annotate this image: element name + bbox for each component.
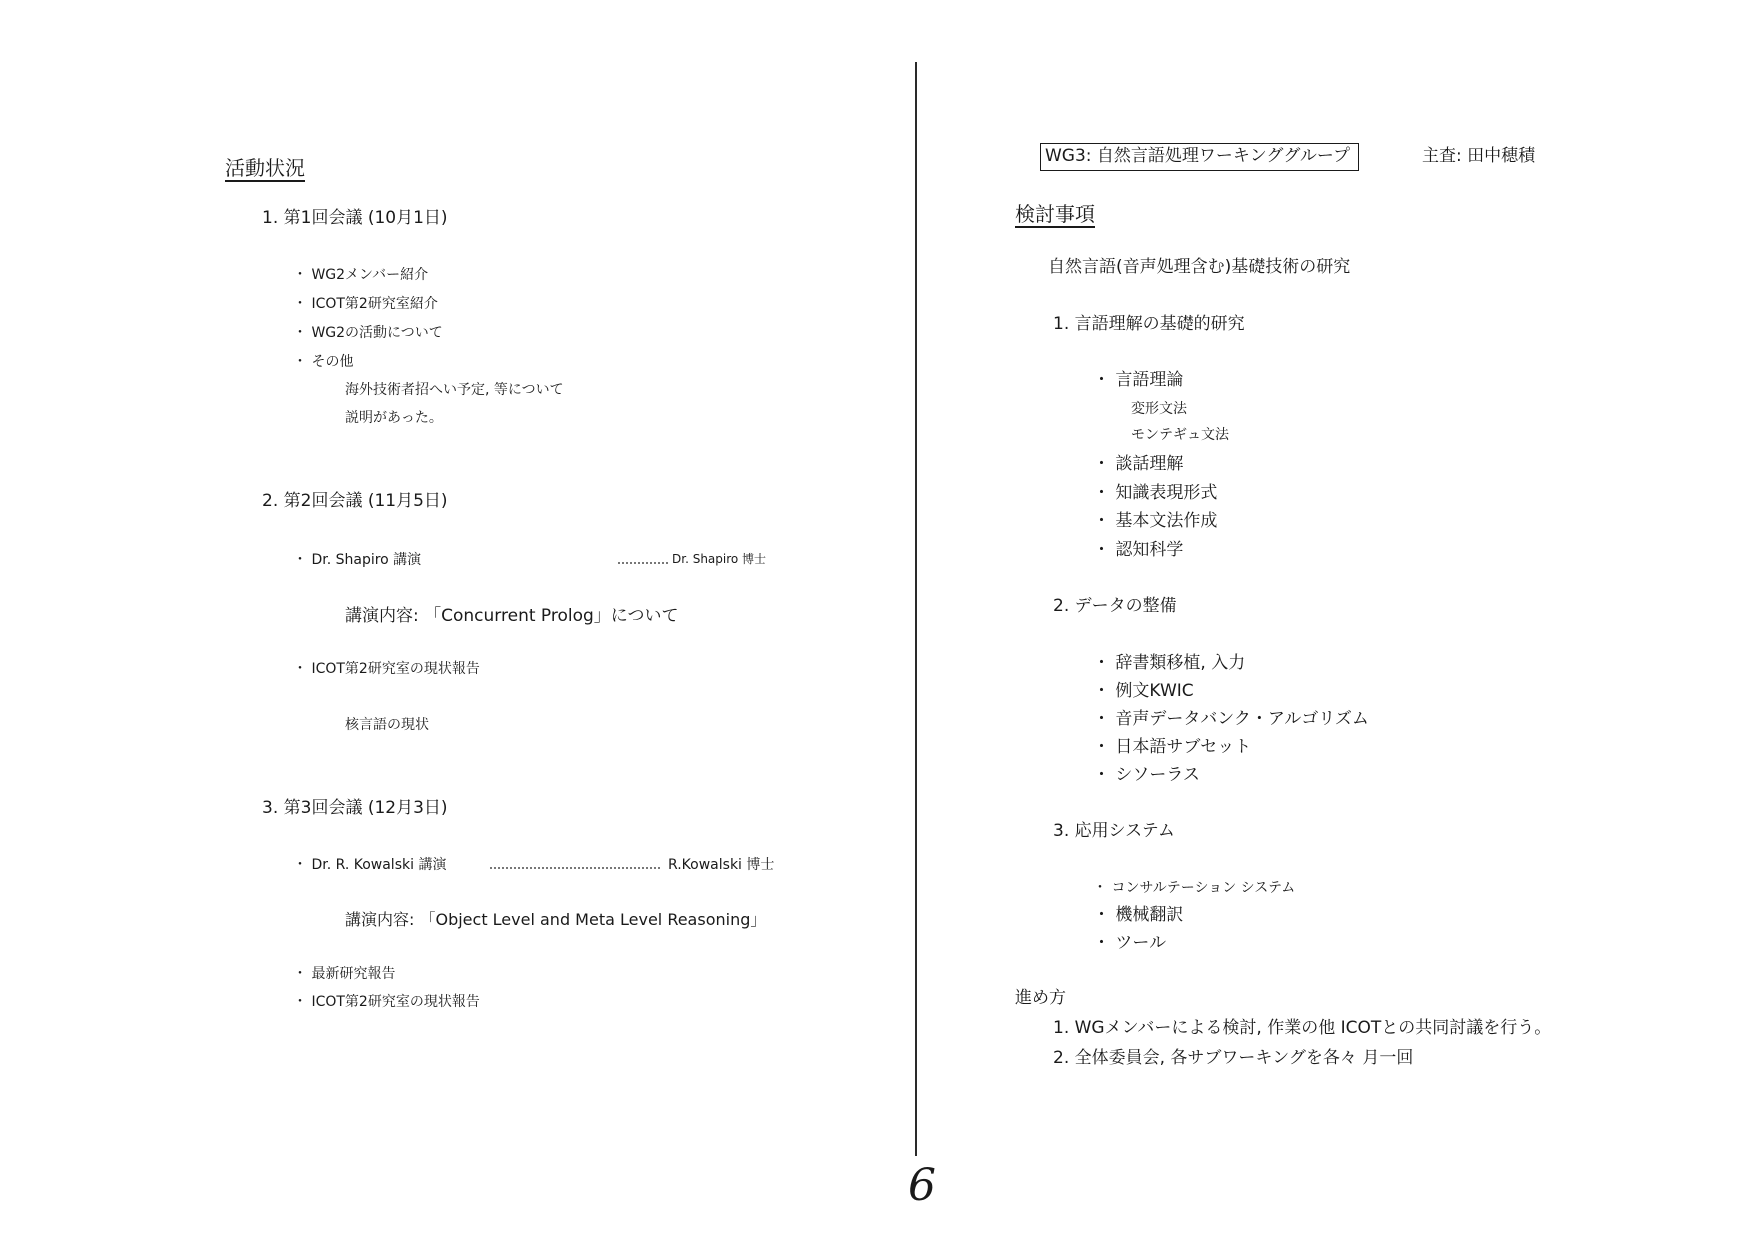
meeting2-lecture: ・ Dr. Shapiro 講演 xyxy=(293,552,422,568)
meeting3-heading: 3. 第3回会議 (12月3日) xyxy=(262,798,448,818)
sec1-subitem: モンテギュ文法 xyxy=(1131,427,1229,443)
sec1-subitem: 変形文法 xyxy=(1131,401,1187,417)
sec3-heading: 3. 応用システム xyxy=(1053,821,1175,841)
topics-heading: 検討事項 xyxy=(1015,202,1095,226)
meeting3-lecture: ・ Dr. R. Kowalski 講演 xyxy=(293,857,447,873)
sec1-item: ・ 言語理論 xyxy=(1093,370,1184,390)
activity-status-title: 活動状況 xyxy=(225,156,305,180)
meeting2-heading: 2. 第2回会議 (11月5日) xyxy=(262,491,448,511)
meeting1-item: ・ ICOT第2研究室紹介 xyxy=(293,296,438,312)
sec2-heading: 2. データの整備 xyxy=(1053,596,1177,616)
sec3-item: ・ ツール xyxy=(1093,933,1167,953)
meeting1-item: ・ その他 xyxy=(293,354,354,370)
sec2-item: ・ シソーラス xyxy=(1093,765,1200,785)
meeting3-content: 講演内容: 「Object Level and Meta Level Reasoning」 xyxy=(345,910,767,929)
meeting3-speaker: R.Kowalski 博士 xyxy=(668,857,775,873)
sec1-item: ・ 談話理解 xyxy=(1093,454,1184,474)
meeting3-item: ・ 最新研究報告 xyxy=(293,966,396,982)
meeting2-report: ・ ICOT第2研究室の現状報告 xyxy=(293,661,480,677)
sec1-item: ・ 基本文法作成 xyxy=(1093,511,1218,531)
meeting1-heading: 1. 第1回会議 (10月1日) xyxy=(262,208,448,228)
meeting2-content: 講演内容: 「Concurrent Prolog」について xyxy=(345,606,679,626)
method-heading: 進め方 xyxy=(1015,988,1066,1008)
theme: 自然言語(音声処理含む)基礎技術の研究 xyxy=(1048,257,1351,277)
leader-dots xyxy=(490,867,660,869)
meeting3-item: ・ ICOT第2研究室の現状報告 xyxy=(293,994,480,1010)
leader-dots xyxy=(618,562,668,564)
sec2-item: ・ 音声データバンク・アルゴリズム xyxy=(1093,709,1369,729)
sec3-item: ・ 機械翻訳 xyxy=(1093,905,1184,925)
sec2-item: ・ 日本語サブセット xyxy=(1093,737,1252,757)
meeting2-sub: 核言語の現状 xyxy=(345,717,429,733)
chair: 主査: 田中穂積 xyxy=(1422,146,1536,166)
sec1-item: ・ 認知科学 xyxy=(1093,540,1184,560)
method-item: 1. WGメンバーによる検討, 作業の他 ICOTとの共同討議を行う。 xyxy=(1053,1018,1552,1038)
sec1-heading: 1. 言語理解の基礎的研究 xyxy=(1053,314,1245,334)
meeting1-item: ・ WG2の活動について xyxy=(293,325,443,341)
method-item: 2. 全体委員会, 各サブワーキングを各々 月一回 xyxy=(1053,1048,1414,1068)
meeting1-note: 説明があった。 xyxy=(345,410,443,426)
sec2-item: ・ 例文KWIC xyxy=(1093,681,1194,701)
page-number: 6 xyxy=(908,1160,936,1211)
sec2-item: ・ 辞書類移植, 入力 xyxy=(1093,653,1246,673)
wg3-title-box: WG3: 自然言語処理ワーキンググループ xyxy=(1040,143,1359,171)
meeting1-item: ・ WG2メンバー紹介 xyxy=(293,267,429,283)
sec1-item: ・ 知識表現形式 xyxy=(1093,483,1218,503)
meeting2-speaker: Dr. Shapiro 博士 xyxy=(672,552,767,566)
sec3-item: ・ コンサルテーション システム xyxy=(1093,880,1296,896)
meeting1-note: 海外技術者招へい予定, 等について xyxy=(345,382,564,398)
column-divider xyxy=(915,62,917,1156)
